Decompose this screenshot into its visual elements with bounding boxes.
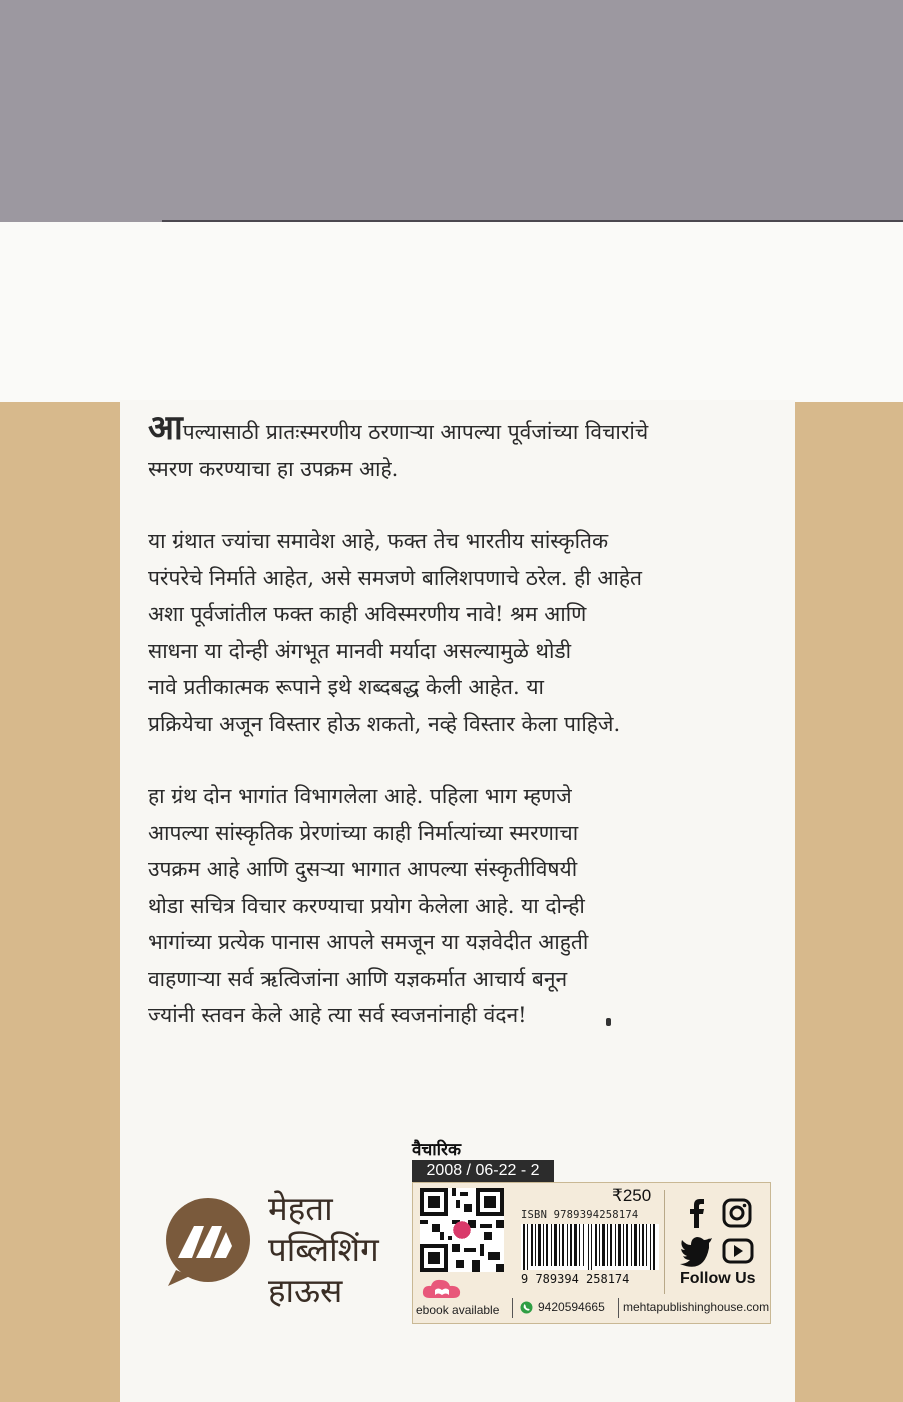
ebook-available-label: ebook available <box>416 1303 500 1317</box>
text-line: या ग्रंथात ज्यांचा समावेश आहे, फक्त तेच भारतीय सांस्कृतिक <box>148 529 609 553</box>
twitter-icon[interactable] <box>680 1237 712 1267</box>
top-gray-band <box>0 0 903 222</box>
genre-label: वैचारिक <box>412 1140 462 1160</box>
publisher-line-1: मेहता <box>268 1189 333 1228</box>
text-line: ज्यांनी स्तवन केले आहे त्या सर्व स्वजनांनाही वंदन! <box>148 1003 527 1027</box>
paragraph-3 <box>148 778 768 1034</box>
text-line: स्मरण करण्याचा हा उपक्रम आहे. <box>148 456 399 481</box>
publisher-line-2: पब्लिशिंग <box>268 1230 379 1269</box>
instagram-icon[interactable] <box>724 1200 750 1226</box>
torn-paper-right-edge <box>775 400 815 1402</box>
whatsapp-icon <box>520 1301 533 1314</box>
price: ₹250 <box>612 1186 652 1205</box>
website-url[interactable]: mehtapublishinghouse.com <box>623 1300 770 1314</box>
text-line: साधना या दोन्ही अंगभूत मानवी मर्यादा असल्यामुळे थोडी <box>148 638 572 663</box>
barcode <box>521 1224 659 1270</box>
ebook-cloud-icon <box>422 1276 462 1300</box>
separator <box>512 1298 513 1318</box>
white-band <box>0 222 903 402</box>
text-line: आपल्या सांस्कृतिक प्रेरणांच्या काही निर्मात्यांच्या स्मरणाचा <box>148 820 579 845</box>
paragraph-1-line-1 <box>148 410 768 451</box>
isbn-number: 9 789394 258174 <box>521 1272 630 1286</box>
publisher-logo <box>162 1196 254 1288</box>
isbn-label: ISBN 9789394258174 <box>521 1209 639 1221</box>
text-line: पल्यासाठी प्रातःस्मरणीय ठरणाऱ्या आपल्या पूर्वजांच्या विचारांचे <box>182 420 649 444</box>
text-line: परंपरेचे निर्माते आहेत, असे समजणे बालिशपणाचे ठरेल. ही आहेत <box>148 565 642 590</box>
text-line: वाहणाऱ्या सर्व ऋत्विजांना आणि यज्ञकर्मात आचार्य बनून <box>148 966 568 991</box>
phone-number: 9420594665 <box>538 1300 605 1314</box>
publisher-name <box>268 1188 379 1311</box>
ink-speck <box>606 1018 611 1026</box>
text-line: प्रक्रियेचा अजून विस्तार होऊ शकतो, नव्हे विस्तार केला पाहिजे. <box>148 711 621 736</box>
text-line: हा ग्रंथ दोन भागांत विभागलेला आहे. पहिला भाग म्हणजे <box>148 784 572 808</box>
catalog-code: 2008 / 06-22 - 2 <box>412 1160 554 1182</box>
separator <box>618 1298 619 1318</box>
paragraph-1 <box>148 410 768 487</box>
divider <box>664 1190 665 1294</box>
facebook-icon[interactable] <box>690 1199 704 1228</box>
social-icons <box>680 1196 762 1268</box>
text-line: थोडा सचित्र विचार करण्याचा प्रयोग केलेला आहे. या दोन्ही <box>148 893 585 918</box>
text-line: नावे प्रतीकात्मक रूपाने इथे शब्दबद्ध केली आहेत. या <box>148 675 544 699</box>
qr-code[interactable] <box>420 1188 504 1272</box>
text-line: उपक्रम आहे आणि दुसऱ्या भागात आपल्या संस्कृतीविषयी <box>148 857 578 881</box>
blurb-text <box>148 410 768 1070</box>
text-line: अशा पूर्वजांतील फक्त काही अविस्मरणीय नावे! श्रम आणि <box>148 602 587 626</box>
paragraph-2 <box>148 523 768 742</box>
drop-cap: आ <box>148 408 183 448</box>
publisher-line-3: हाऊस <box>268 1271 343 1310</box>
follow-us-label: Follow Us <box>680 1270 756 1287</box>
youtube-icon[interactable] <box>724 1240 752 1262</box>
text-line: भागांच्या प्रत्येक पानास आपले समजून या यज्ञवेदीत आहुती <box>148 930 589 954</box>
